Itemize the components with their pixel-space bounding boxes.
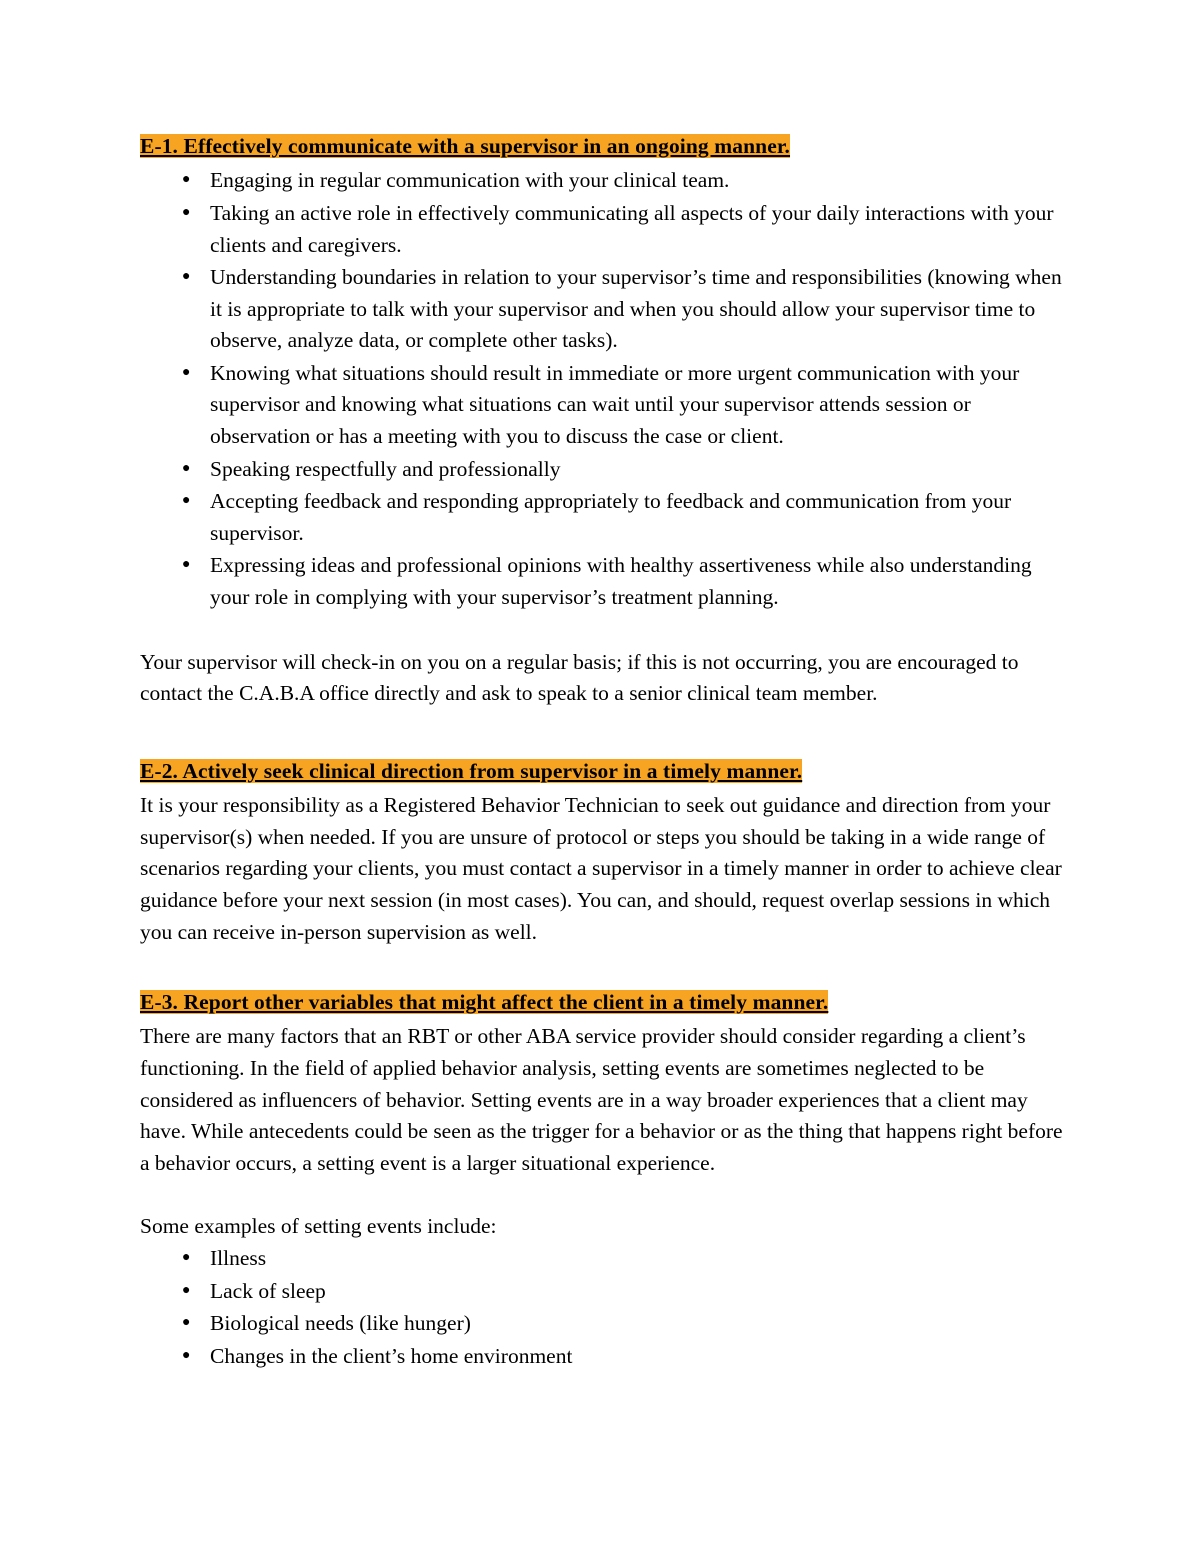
list-item: ● Knowing what situations should result in immediate or more urgent communication with your supervisor and knowing what situations can wait until your supervisor attends session or observation or has a meeting with you to discuss the case or client. <box>140 358 1065 453</box>
list-item: ● Expressing ideas and professional opinions with healthy assertiveness while also understanding your role in complying with your supervisor’s treatment planning. <box>140 550 1065 613</box>
section-e2 <box>140 755 1065 948</box>
list-item: ● Taking an active role in effectively communicating all aspects of your daily interactions with your clients and caregivers. <box>140 198 1065 261</box>
section-e1-paragraph: Your supervisor will check-in on you on a regular basis; if this is not occurring, you are encouraged to contact the C.A.B.A office directly and ask to speak to a senior clinical team member. <box>140 649 1019 706</box>
spacer <box>140 742 1065 755</box>
spacer <box>140 1179 1065 1211</box>
spacer <box>140 710 1065 742</box>
section-e1-bullet-list <box>140 165 1065 613</box>
section-e1-heading-line <box>140 130 1065 163</box>
section-e3 <box>140 986 1065 1372</box>
section-e3-heading: E-3. Report other variables that might affect the client in a timely manner. <box>140 990 829 1015</box>
list-item: ● Accepting feedback and responding appropriately to feedback and communication from your supervisor. <box>140 486 1065 549</box>
spacer <box>140 615 1065 647</box>
section-e3-heading-line <box>140 986 1065 1019</box>
list-item: ● Illness <box>140 1243 1065 1275</box>
section-e1-heading: E-1. Effectively communicate with a supervisor in an ongoing manner. <box>140 134 791 158</box>
section-e3-lead-in: Some examples of setting events include: <box>140 1214 497 1239</box>
list-item: ● Biological needs (like hunger) <box>140 1308 1065 1340</box>
list-item: ● Understanding boundaries in relation to your supervisor’s time and responsibilities (knowing when it is appropriate to talk with your supervisor and when you should allow your supervisor time to observe, analyze data, or complete other tasks). <box>140 262 1065 357</box>
list-item: ● Lack of sleep <box>140 1276 1065 1308</box>
section-e2-heading-line <box>140 755 1065 788</box>
section-e3-paragraph: There are many factors that an RBT or other ABA service provider should consider regarding a client’s functioning. In the field of applied behavior analysis, setting events are sometimes neglected to be considered as influencers of behavior. Setting events are in a way broader experiences that a client may have. While antecedents could be seen as the trigger for a behavior or as the thing that happens right before a behavior occurs, a setting event is a larger situational experience. <box>140 1024 1063 1175</box>
list-item: ● Speaking respectfully and professionally <box>140 454 1065 486</box>
section-e2-heading: E-2. Actively seek clinical direction from supervisor in a timely manner. <box>140 758 803 783</box>
list-item: ● Engaging in regular communication with your clinical team. <box>140 165 1065 197</box>
section-e3-bullet-list <box>140 1243 1065 1372</box>
spacer <box>140 948 1065 980</box>
list-item: ● Changes in the client’s home environment <box>140 1341 1065 1373</box>
section-e2-paragraph: It is your responsibility as a Registered Behavior Technician to seek out guidance and direction from your supervisor(s) when needed. If you are unsure of protocol or steps you should be taking in a wide range of scenarios regarding your clients, you must contact a supervisor in a timely manner in order to achieve clear guidance before your next session (in most cases). You can, and should, request overlap sessions in which you can receive in-person supervision as well. <box>140 793 1062 944</box>
section-e1 <box>140 130 1065 710</box>
